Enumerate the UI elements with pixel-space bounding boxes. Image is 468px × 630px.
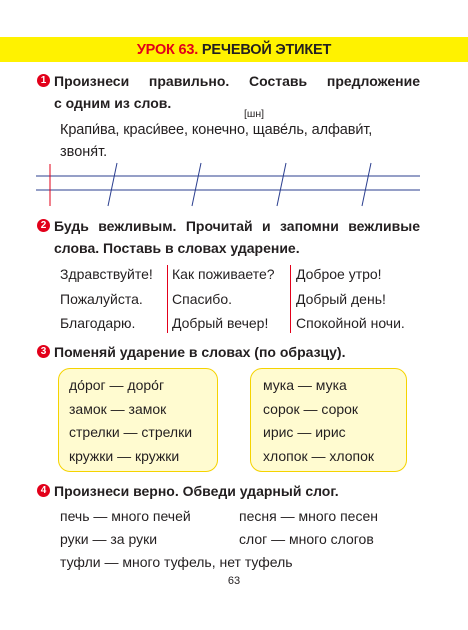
lesson-number: УРОК 63.	[136, 42, 199, 58]
lesson-banner	[0, 37, 468, 62]
task-2-number-badge: 2	[37, 219, 50, 232]
polite-words-column-1	[60, 262, 153, 336]
writing-slant-1	[108, 163, 117, 206]
polite-word: Добрый день!	[296, 290, 386, 307]
task-3-number-badge: 3	[37, 345, 50, 358]
polite-words-column-2	[172, 262, 275, 336]
task-1-heading-line1: Произнеси правильно. Составь предложение	[54, 73, 420, 89]
word-pair: замок — замок	[69, 400, 167, 417]
task-1-number-badge: 1	[37, 74, 50, 87]
task-1-words-line2: звоня́т.	[60, 144, 108, 160]
word-pairs-right	[263, 374, 374, 468]
task-4-row-1-right: песня — много песен	[239, 508, 378, 524]
polite-word: Спокойной ночи.	[296, 315, 405, 331]
page-number: 63	[227, 575, 241, 587]
task-1-words-line1: Крапи́ва, краси́вее, конечно, щаве́ль, алфави́т,	[60, 122, 373, 138]
writing-slant-4	[362, 163, 371, 206]
word-pair: кружки — кружки	[69, 447, 180, 464]
polite-word: Как поживаете?	[172, 266, 275, 282]
polite-word: Доброе утро!	[296, 266, 382, 282]
polite-word: Пожалуйста.	[60, 290, 143, 307]
polite-words-column-3	[296, 262, 405, 336]
word-pair: сорок — сорок	[263, 400, 359, 417]
task-4-heading: Произнеси верно. Обведи ударный слог.	[54, 483, 339, 499]
writing-slant-3	[277, 163, 286, 206]
word-pairs-left	[69, 374, 192, 468]
task-2-heading-line2: слова. Поставь в словах ударение.	[54, 240, 300, 256]
polite-word: Добрый вечер!	[172, 315, 269, 331]
task-4-row-1-left: печь — много печей	[60, 508, 191, 524]
column-divider-2	[290, 265, 291, 333]
task-4-row-2-right: слог — много слогов	[239, 531, 374, 547]
task-4-row-2-left: руки — за руки	[60, 531, 158, 547]
task-3-heading: Поменяй ударение в словах (по образцу).	[54, 344, 346, 360]
polite-word: Здравствуйте!	[60, 266, 153, 282]
word-pair: до́рог — доро́г	[69, 377, 165, 393]
column-divider-1	[167, 265, 168, 333]
word-pair: хлопок — хлопок	[263, 447, 374, 464]
pronunciation-hint: [шн]	[244, 108, 265, 120]
task-4-row-3: туфли — много туфель, нет туфель	[60, 554, 293, 570]
writing-lines	[0, 160, 468, 210]
polite-word: Благодарю.	[60, 315, 136, 331]
word-pair: стрелки — стрелки	[69, 424, 193, 440]
polite-word: Спасибо.	[172, 290, 232, 307]
task-2-heading-line1: Будь вежливым. Прочитай и запомни вежливые	[54, 218, 420, 234]
writing-slant-2	[192, 163, 201, 206]
word-pair: мука — мука	[263, 377, 347, 393]
word-pair: ирис — ирис	[263, 424, 346, 440]
task-4-number-badge: 4	[37, 484, 50, 497]
lesson-title: РЕЧЕВОЙ ЭТИКЕТ	[201, 42, 332, 58]
task-1-heading-line2: с одним из слов.	[54, 95, 172, 111]
